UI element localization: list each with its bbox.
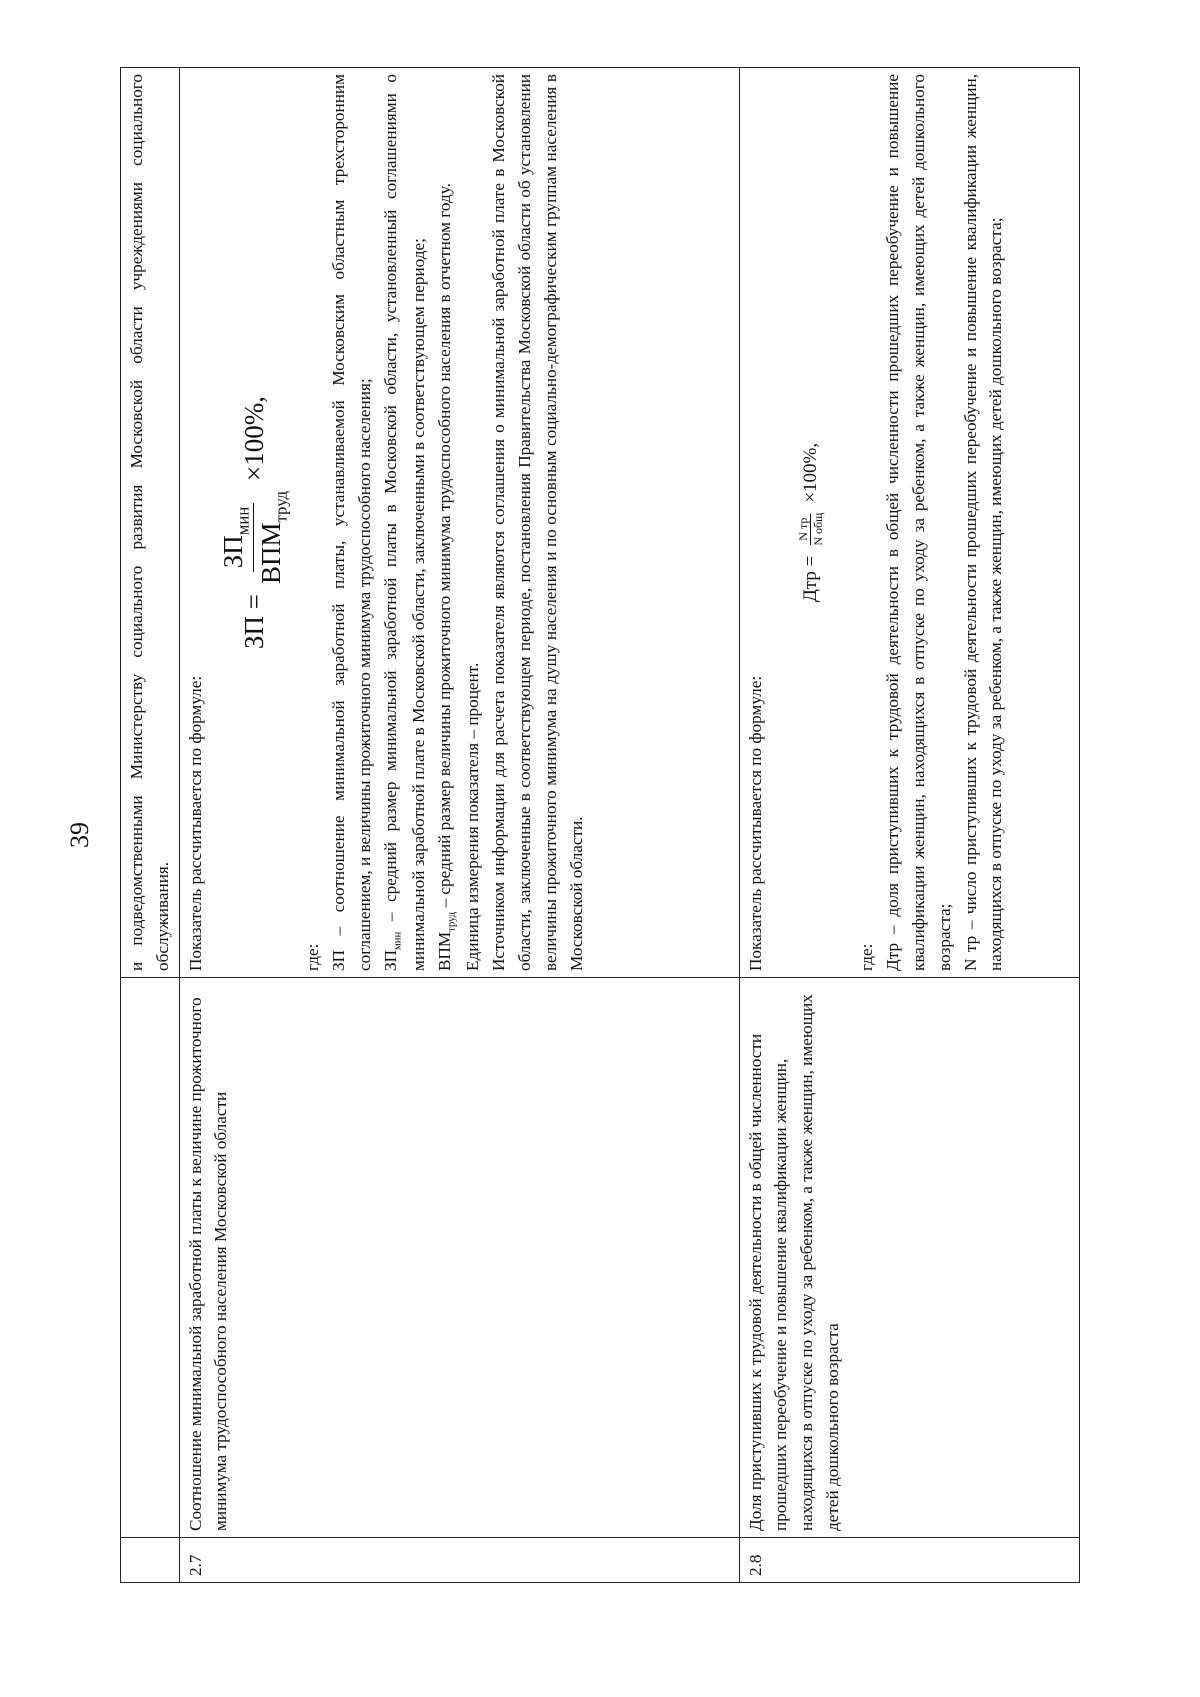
formula-rhs: ×100%,	[800, 442, 822, 503]
formula-lhs: Дтр =	[800, 555, 822, 603]
table-row	[739, 68, 1079, 1583]
description-cell	[179, 68, 739, 978]
table-row	[179, 68, 739, 1583]
formula-fraction	[796, 509, 827, 550]
definition-3	[432, 74, 460, 971]
page-number: 39	[65, 822, 94, 848]
numerator-main: ЗП	[217, 535, 248, 569]
def3-rest: – средний размер величины прожиточного минимума трудоспособного населения в отчетном году.	[435, 183, 454, 912]
row-number-cell: 2.8	[739, 1538, 1079, 1583]
def2-rest: – средний размер минимальной заработной платы в Московской области, установленный соглашениями о минимальной заработной плате в Московской области, заключенными в соответствующем периоде;	[380, 74, 429, 971]
def2-main: ЗП	[380, 949, 400, 971]
definition-1: ЗП – соотношение минимальной заработной платы, устанавливаемой Московским областным трехсторонним соглашением, и величины прожиточного минимума трудоспособного населения;	[329, 74, 374, 971]
indicator-name-cell: Соотношение минимальной заработной платы к величине прожиточного минимума трудоспособного населения Московской области	[179, 978, 739, 1538]
formula-denominator: N общ	[811, 512, 826, 546]
numerator-sub: мин	[232, 506, 252, 536]
formula	[208, 74, 300, 971]
definition-1: Дтр – доля приступивших к трудовой деятельности в общей численности прошедших переобучение и повышение квалификации женщин, находящихся в отпуске по уходу за ребенком, а также женщин, имеющих детей дошкольного возраста;	[883, 74, 954, 971]
rotated-document	[120, 68, 1080, 1583]
definition-2: N тр – число приступивших к трудовой деятельности прошедших переобучение и повышение квалификации женщин, находящихся в отпуске по уходу за ребенком, а также женщин, имеющих детей дошкольного возраста;	[960, 74, 1006, 971]
row-number-cell	[121, 1538, 180, 1583]
formula-intro: Показатель рассчитывается по формуле:	[185, 675, 205, 971]
indicator-table	[120, 67, 1080, 1583]
formula-rhs: ×100%,	[239, 396, 270, 481]
table-row	[121, 68, 180, 1583]
row-number-cell: 2.7	[179, 1538, 739, 1583]
indicator-name-cell: Доля приступивших к трудовой деятельности в общей численности прошедших переобучение и повышение квалификации женщин, находящихся в отпуске по уходу за ребенком, а также женщин, имеющих детей дошкольного возраста	[739, 978, 1079, 1538]
denominator-sub: труд	[271, 490, 291, 523]
formula	[768, 74, 854, 971]
where-label: где:	[303, 943, 323, 971]
formula-lhs: ЗП =	[239, 593, 270, 649]
unit-text: Единица измерения показателя – процент.	[463, 662, 483, 971]
def3-main: ВПМ	[435, 931, 454, 971]
formula-fraction	[217, 487, 293, 588]
formula-numerator	[217, 503, 254, 573]
formula-denominator	[254, 487, 292, 588]
source-text: Источником информации для расчета показателя являются соглашения о минимальной заработной плате в Московской области, заключенные в соответствующем периоде, постановления Правительства Московской области об установлении величины прожиточного минимума на душу населения и по основным социально-демографическим группам населения в Московской области.	[489, 74, 586, 971]
formula-intro: Показатель рассчитывается по формуле:	[745, 675, 765, 971]
description-cell	[739, 68, 1079, 978]
def3-sub: труд	[446, 911, 458, 932]
formula-numerator: N тр	[796, 514, 811, 545]
where-label: где:	[857, 943, 877, 971]
indicator-name-cell	[121, 978, 180, 1538]
description-cell	[121, 68, 180, 978]
continuation-text: и подведомственными Министерству социального развития Московской области учреждениями социального обслуживания.	[127, 74, 172, 971]
definition-2	[378, 74, 432, 971]
def2-sub: мин	[392, 931, 404, 950]
denominator-main: ВПМ	[256, 522, 287, 584]
